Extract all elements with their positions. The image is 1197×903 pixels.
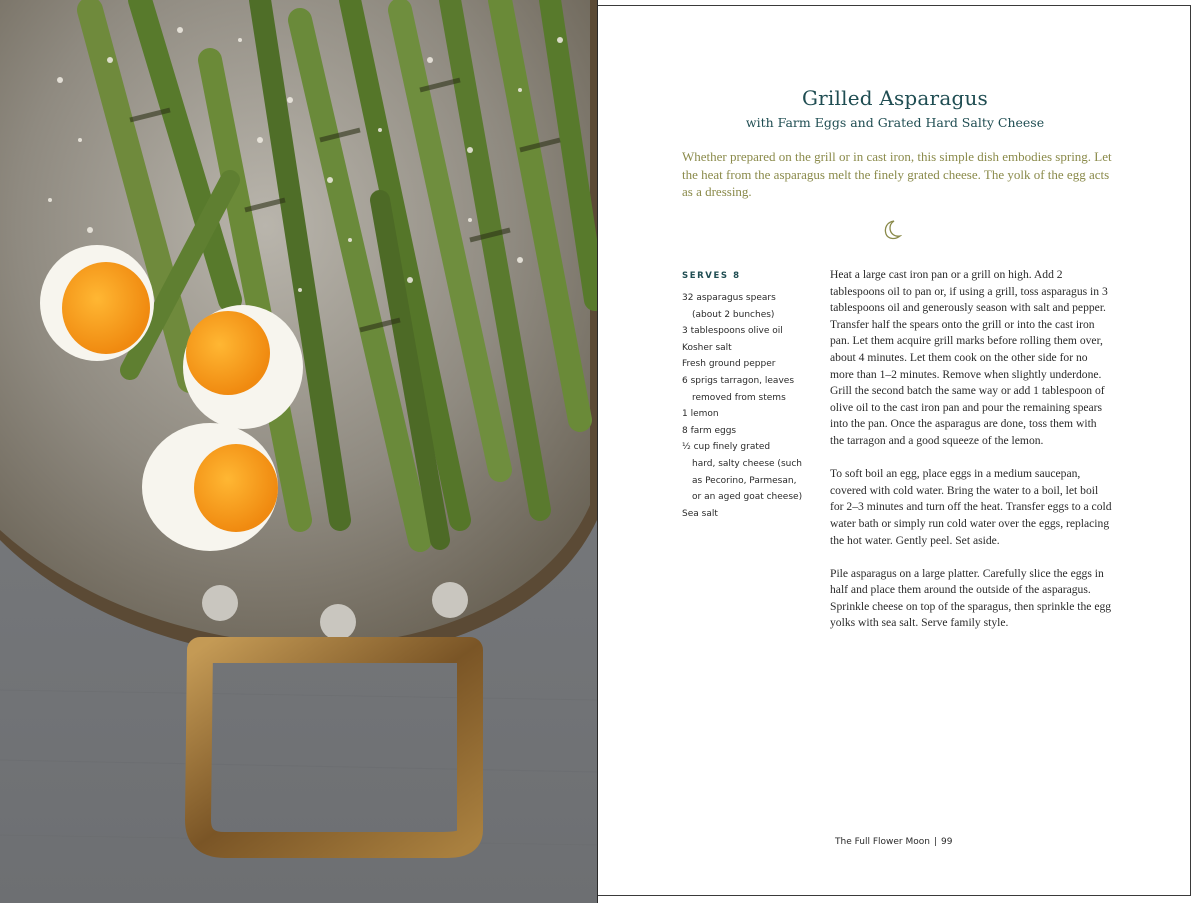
ingredient-item: as Pecorino, Parmesan, (692, 475, 797, 486)
asparagus-platter-illustration (0, 0, 597, 903)
ingredient-item: 3 tablespoons olive oil (682, 326, 783, 337)
ingredient-item: 1 lemon (682, 409, 719, 420)
ingredient-item: Fresh ground pepper (682, 359, 776, 370)
page-footer (835, 837, 952, 847)
ingredient-item: or an aged goat cheese) (692, 492, 803, 503)
ingredient-list (682, 290, 822, 522)
recipe-title: Grilled Asparagus (802, 86, 988, 110)
ingredient-item: hard, salty cheese (such (692, 458, 802, 469)
crescent-moon-icon (882, 219, 902, 241)
chapter-title: The Full Flower Moon (835, 837, 930, 847)
footer-separator: | (933, 837, 938, 847)
serves-label: SERVES 8 (682, 271, 741, 281)
method-paragraph: Pile asparagus on a large platter. Carefully slice the eggs in half and place them around the outside of the asparagus. Sprinkle cheese on top of the sparagus, then sprinkle the egg yolks with sea salt. Serve family style. (830, 566, 1112, 630)
ingredient-item: (about 2 bunches) (692, 309, 775, 320)
recipe-intro: Whether prepared on the grill or in cast iron, this simple dish embodies spring. Let the heat from the asparagus melt the finely grated cheese. The yolk of the egg acts as a dressing. (682, 149, 1112, 199)
page-number: 99 (941, 837, 953, 847)
ingredient-item: 32 asparagus spears (682, 293, 776, 303)
method-text (830, 267, 1112, 649)
method-paragraph: Heat a large cast iron pan or a grill on high. Add 2 tablespoons oil to pan or, if using a grill, toss asparagus in 3 tablespoons oil and generously season with salt and pepper. Transfer half the spears onto the grill or into the cast iron pan. Let them acquire grill marks before rolling them over, about 4 minutes. Let them cook on the other side for no more than 1–2 minutes. Remove when slightly underdone. Grill the second batch the same way or add 1 tablespoon of olive oil to the cast iron pan and pour the remaining spears into the pan. Once the asparagus are done, toss them with the tarragon and a good squeeze of the lemon. (830, 268, 1108, 447)
ingredient-item: Sea salt (682, 508, 718, 519)
recipe-subtitle: with Farm Eggs and Grated Hard Salty Cheese (745, 115, 1045, 130)
ingredient-item: removed from stems (692, 392, 786, 403)
recipe-photo (0, 0, 597, 903)
ingredient-item: ½ cup finely grated (682, 442, 771, 453)
ingredient-item: 6 sprigs tarragon, leaves (682, 375, 795, 386)
method-paragraph: To soft boil an egg, place eggs in a medium saucepan, covered with cold water. Bring the water to a boil, let boil for 2–3 minutes and turn off the heat. Transfer eggs to a cold water bath or simply run cold water over the eggs, replacing the hot water. Gently peel. Set aside. (830, 467, 1112, 547)
ingredient-item: 8 farm eggs (682, 425, 737, 436)
ingredient-item: Kosher salt (682, 342, 732, 353)
